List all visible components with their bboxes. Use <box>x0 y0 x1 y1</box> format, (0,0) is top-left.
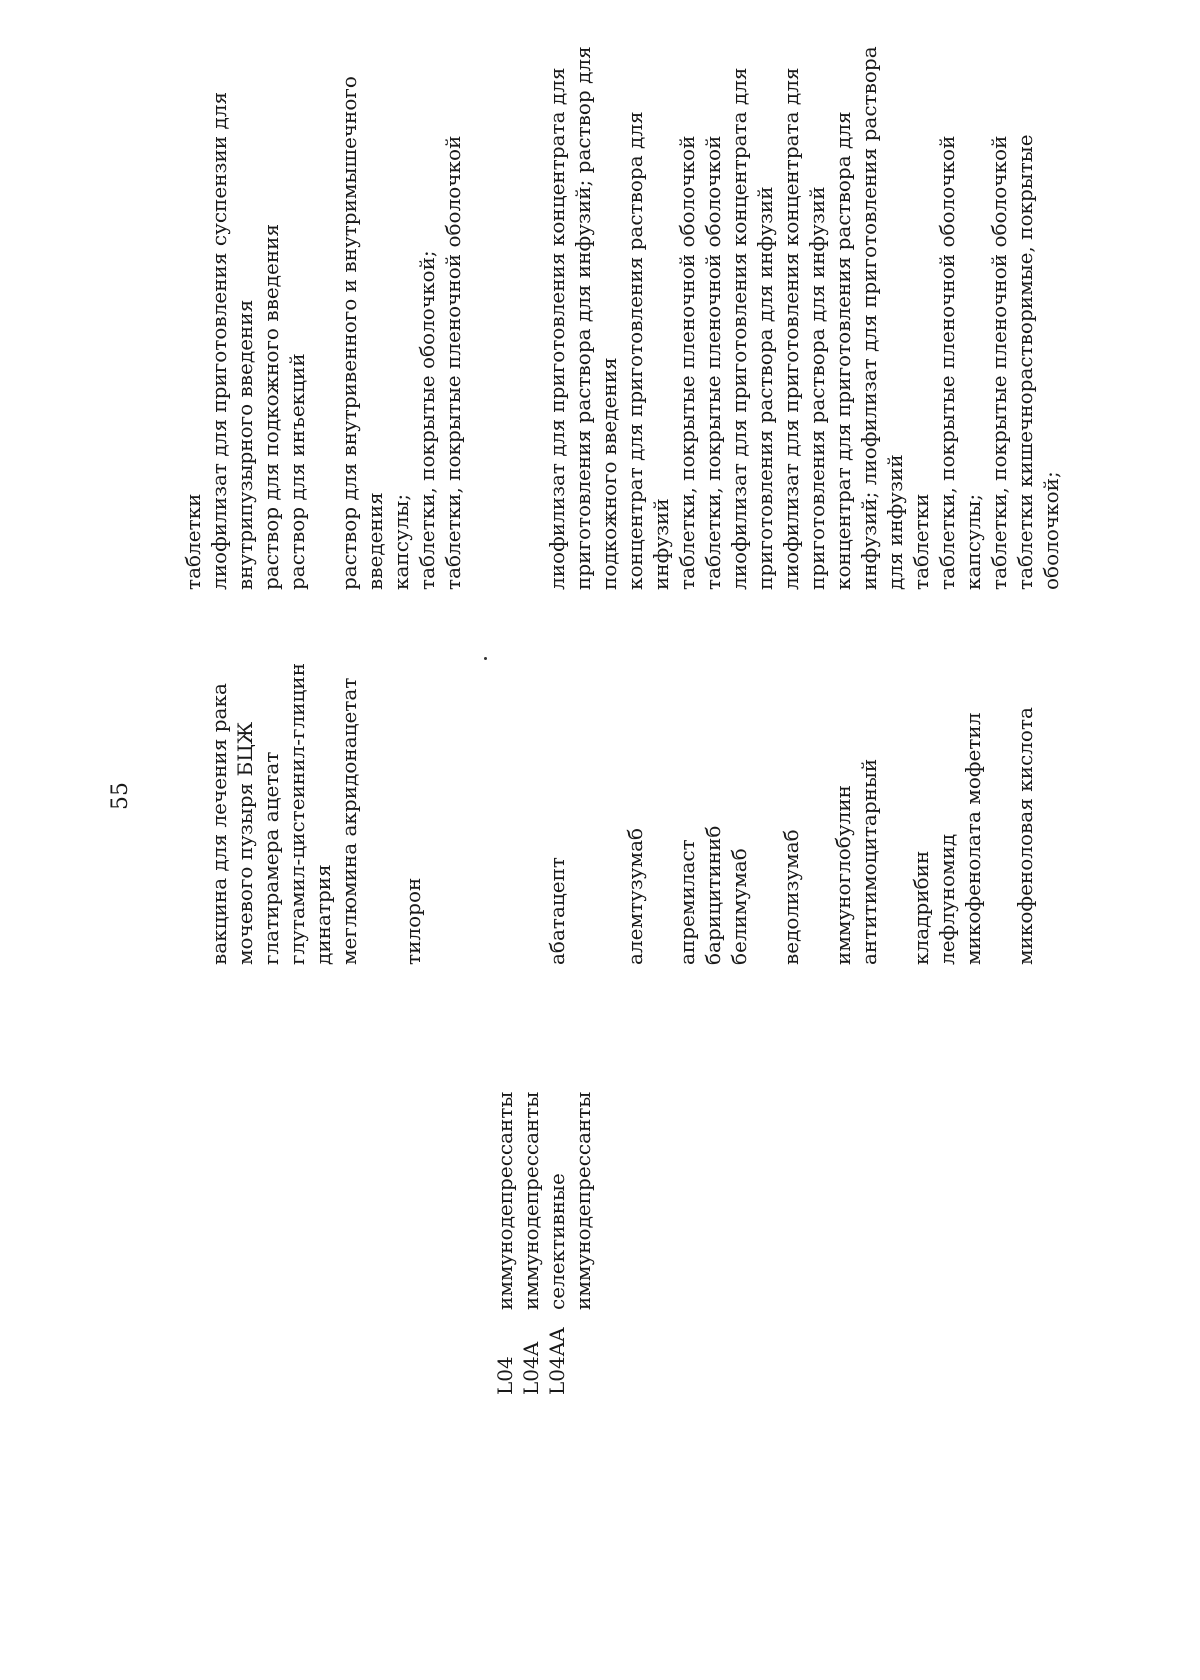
dosage-forms <box>180 30 206 590</box>
drug-name <box>674 665 700 965</box>
drug-name <box>1012 665 1038 965</box>
form-line: таблетки <box>909 493 933 590</box>
drug-line: абатацепт <box>545 857 569 965</box>
drug-line: тилорон <box>401 877 425 965</box>
drug-line: глутамил-цистеинил-глицин <box>285 662 309 965</box>
drug-name <box>544 665 570 965</box>
form-line: лиофилизат для приготовления концентрата для <box>727 67 751 590</box>
form-line: приготовления раствора для инфузий <box>805 186 829 590</box>
dosage-forms <box>830 30 908 590</box>
form-line: таблетки, покрытые пленочной оболочкой <box>935 135 959 590</box>
atc-code: L04A <box>519 1341 543 1395</box>
form-line: капсулы; <box>961 493 985 590</box>
form-line: концентрат для приготовления раствора для <box>623 111 647 590</box>
dosage-forms <box>1012 30 1064 590</box>
form-line: внутрипузырного введения <box>233 299 257 590</box>
form-line: инфузий; лиофилизат для приготовления раствора <box>857 46 881 590</box>
dosage-forms <box>726 30 778 590</box>
form-line: приготовления раствора для инфузий; раствор для <box>571 46 595 590</box>
drug-line: мочевого пузыря БЦЖ <box>233 721 257 965</box>
atc-code: L04 <box>493 1356 517 1395</box>
form-line: оболочкой; <box>1039 471 1063 590</box>
dosage-forms <box>674 30 700 590</box>
dosage-forms <box>336 30 388 590</box>
drug-name <box>908 665 934 965</box>
dosage-forms <box>258 30 284 590</box>
dosage-forms <box>960 30 1012 590</box>
drug-line: динатрия <box>311 864 335 965</box>
form-line: таблетки кишечнорастворимые, покрытые <box>1013 134 1037 590</box>
atc-code: L04AA <box>545 1327 569 1395</box>
dosage-forms <box>622 30 674 590</box>
page-number: 55 <box>108 782 133 810</box>
dosage-forms <box>778 30 830 590</box>
drug-line: микофенолата мофетил <box>961 712 985 965</box>
form-line: концентрат для приготовления раствора для <box>831 111 855 590</box>
form-line: таблетки, покрытые оболочкой; <box>415 250 439 590</box>
drug-line: ведолизумаб <box>779 829 803 965</box>
drug-line: антитимоцитарный <box>857 758 881 965</box>
drug-line: кладрибин <box>909 850 933 965</box>
dosage-forms <box>544 30 622 590</box>
drug-line: глатирамера ацетат <box>259 751 283 965</box>
form-line: для инфузий <box>883 454 907 590</box>
dosage-forms <box>284 30 310 590</box>
drug-name <box>400 665 426 965</box>
drug-name <box>284 662 336 965</box>
form-line: лиофилизат для приготовления концентрата для <box>779 67 803 590</box>
dosage-forms <box>908 30 934 590</box>
drug-name <box>258 665 284 965</box>
drug-name <box>778 665 804 965</box>
drug-line: вакцина для лечения рака <box>207 683 231 965</box>
form-line: раствор для подкожного введения <box>259 223 283 590</box>
drug-name <box>700 665 726 965</box>
stray-mark <box>484 657 487 660</box>
form-line: лиофилизат для приготовления концентрата для <box>545 67 569 590</box>
group-name: иммунодепрессанты <box>493 1091 517 1310</box>
drug-name <box>206 665 258 965</box>
drug-name <box>622 665 648 965</box>
drug-name <box>336 665 362 965</box>
drug-line: микофеноловая кислота <box>1013 707 1037 965</box>
dosage-forms <box>206 30 258 590</box>
form-line: таблетки, покрытые пленочной оболочкой <box>701 135 725 590</box>
drug-name <box>726 665 752 965</box>
form-line: приготовления раствора для инфузий <box>753 186 777 590</box>
drug-name <box>934 665 960 965</box>
form-line: раствор для инъекций <box>285 353 309 590</box>
form-line: раствор для внутривенного и внутримышечного <box>337 76 361 590</box>
drug-line: лефлуномид <box>935 833 959 965</box>
group-name: иммунодепрессанты <box>519 1091 543 1310</box>
form-line: таблетки <box>181 493 205 590</box>
form-line: лиофилизат для приготовления суспензии для <box>207 91 231 590</box>
drug-line: белимумаб <box>727 848 751 965</box>
form-line: таблетки, покрытые пленочной оболочкой <box>441 135 465 590</box>
dosage-forms <box>934 30 960 590</box>
form-line: капсулы; <box>389 493 413 590</box>
form-line: подкожного введения <box>597 357 621 590</box>
drug-line: иммуноглобулин <box>831 785 855 965</box>
drug-line: алемтузумаб <box>623 827 647 965</box>
drug-name <box>830 665 882 965</box>
dosage-forms <box>700 30 726 590</box>
group-name: селективные иммунодепрессанты <box>545 1091 595 1310</box>
drug-line: апремиласт <box>675 839 699 965</box>
drug-line: барицитиниб <box>701 825 725 965</box>
form-line: введения <box>363 492 387 590</box>
drug-line: меглюмина акридонацетат <box>337 677 361 965</box>
form-line: инфузий <box>649 498 673 590</box>
form-line: таблетки, покрытые пленочной оболочкой <box>987 135 1011 590</box>
drug-name <box>960 665 986 965</box>
form-line: таблетки, покрытые пленочной оболочкой <box>675 135 699 590</box>
dosage-forms <box>388 30 466 590</box>
